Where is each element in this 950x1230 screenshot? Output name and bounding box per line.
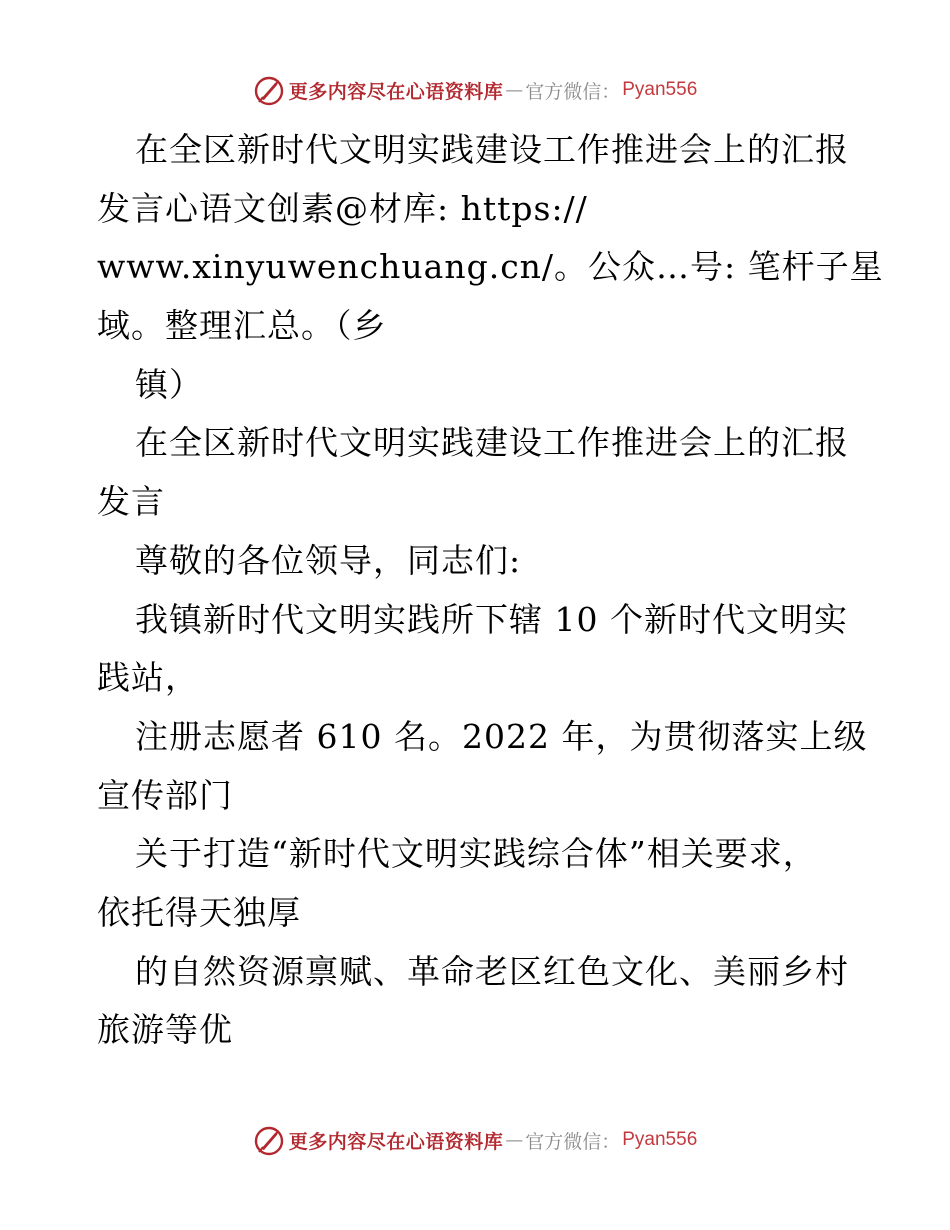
document-body <box>97 121 884 1060</box>
body-line: 发言心语文创素@材库: https:// <box>97 188 588 228</box>
footer-wechat-account: Pyan556 <box>622 1129 698 1150</box>
body-line: 的自然资源禀赋、革命老区红色文化、美丽乡村 <box>135 951 849 991</box>
footer-banner <box>0 1120 950 1160</box>
body-line: 在全区新时代文明实践建设工作推进会上的汇报 <box>135 423 849 463</box>
body-line: 旅游等优 <box>97 1010 233 1050</box>
footer-wechat-label: 官方微信： <box>525 1130 621 1153</box>
body-line: 我镇新时代文明实践所下辖 10 个新时代文明实 <box>135 599 848 639</box>
header-banner <box>0 70 950 110</box>
body-line: 在全区新时代文明实践建设工作推进会上的汇报 <box>135 130 849 169</box>
body-line: 注册志愿者 610 名。2022 年，为贯彻落实上级 <box>135 716 868 756</box>
body-line: 宣传部门 <box>97 775 233 815</box>
quill-logo-icon <box>253 74 285 106</box>
header-banner-text: 更多内容尽在心语资料库 <box>288 80 504 103</box>
body-line: 依托得天独厚 <box>97 892 301 932</box>
body-line: 关于打造“新时代文明实践综合体”相关要求， <box>135 834 817 874</box>
body-line: 域。整理汇总。（乡 <box>97 306 387 346</box>
header-dash: — <box>505 79 524 101</box>
header-wechat-account: Pyan556 <box>622 79 698 100</box>
footer-banner-text: 更多内容尽在心语资料库 <box>288 1130 504 1153</box>
body-line: www.xinyuwenchuang.cn/。公众…号: 笔杆子星 <box>97 247 884 287</box>
footer-dash: — <box>505 1129 524 1151</box>
quill-logo-icon <box>253 1124 285 1156</box>
body-line: 尊敬的各位领导，同志们: <box>135 540 522 580</box>
body-line: 践站， <box>97 658 199 698</box>
body-line: 镇） <box>135 364 203 404</box>
body-line: 发言 <box>97 482 165 522</box>
header-wechat-label: 官方微信： <box>525 80 621 103</box>
